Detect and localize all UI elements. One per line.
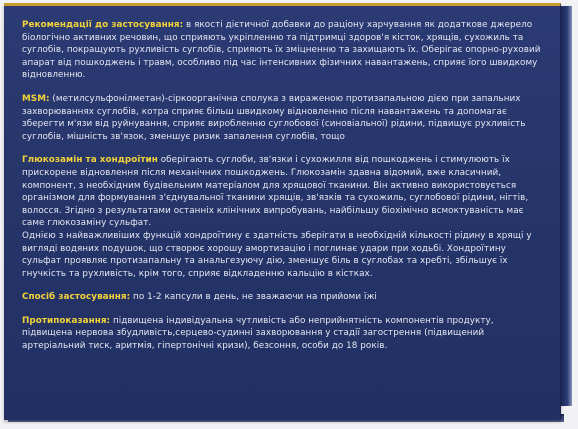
- section-chondroitin: [22, 230, 544, 280]
- box-side-edge: [560, 6, 572, 406]
- section-body: оберігають суглоби, зв'язки і сухожилля від пошкоджень і стимулюють їх прискорене відновлення після механічних пошкоджень. Глюкозамін здавна відомий, вже класичний, компонент, з необхідним будівельним матеріалом для хрящової тканини. Він активно використовується організмом для формування з'єднувальної тканини хрящів, зв'язків та сухожиль, суглобової рідини, нігтів, волосся. Згідно з результатами останніх клінічних випробувань, найбільшу біохімічно всмоктуваність має саме глюкозаміну сульфат.: [22, 155, 529, 229]
- section-body: (метилсульфонілметан)-сіркоорганічна сполука з вираженою протизапальною дією при запальних захворюваннях суглобів, котра сприяє більш швидкому відновленню після навантажень та допомагає зберегти м'язи від руйнування, сприяє виробленню суглобової (синовіальної) рідини, підвищує рухливість суглобів, мішність зв'язок, зменшує ризик запалення суглобів, тощо: [22, 93, 526, 142]
- section-heading: MSM:: [22, 93, 50, 104]
- section-recommendations: [22, 19, 544, 82]
- section-body: підвищена індивідуальна чутливість або неприйнятність компонентів продукту, підвищена нервова збудливість,серцево-судинні захворювання у стадії загострення (підвищений артеріальний тиск, аритмія, гіпертонічні кризи), безсоння, особи до 18 років.: [22, 315, 494, 352]
- section-heading: Спосіб застосування:: [22, 292, 131, 303]
- section-body: по 1-2 капсули в день, не зважаючи на прийоми їжі: [130, 292, 377, 303]
- section-heading: Глюкозамін та хондроїтин: [22, 155, 158, 166]
- section-contraindications: [22, 315, 544, 353]
- section-heading: Протипоказання:: [22, 315, 111, 326]
- section-body: Однією з найважливіших функцій хондроїтину є здатність зберігати в необхідній кількості рідину в хрящі у вигляді водяних подушок, що створює хорошу амортизацію і поглинає удари при ходьбі. Хондроїтину сульфат проявляє протизапальну та анальгезуючу дію, зменшує біль в суглобах та хребті, збільшує їх гнучкість та рухливість, крім того, сприяє відкладенню кальцію в кістках.: [22, 230, 532, 279]
- section-heading: Рекомендації до застосування:: [22, 20, 184, 30]
- section-msm: [22, 93, 544, 143]
- label-text: [22, 19, 544, 353]
- section-glucosamine: [22, 154, 544, 230]
- section-body: в якості дієтичної добавки до раціону харчування як додаткове джерело біологічно активних речовин, що сприяють укріпленню та підтримці здоров'я кісток, хрящів, сухожиль та суглобів, покращують рухливість суглобів, сприяють їх зміцненню та захищають їх. Оберігає опорно-руховий апарат від пошкоджень і травм, особливо під час інтенсивних фізичних навантажень, сприяє їого швидкому відновленню.: [22, 20, 541, 81]
- section-usage: [22, 291, 544, 304]
